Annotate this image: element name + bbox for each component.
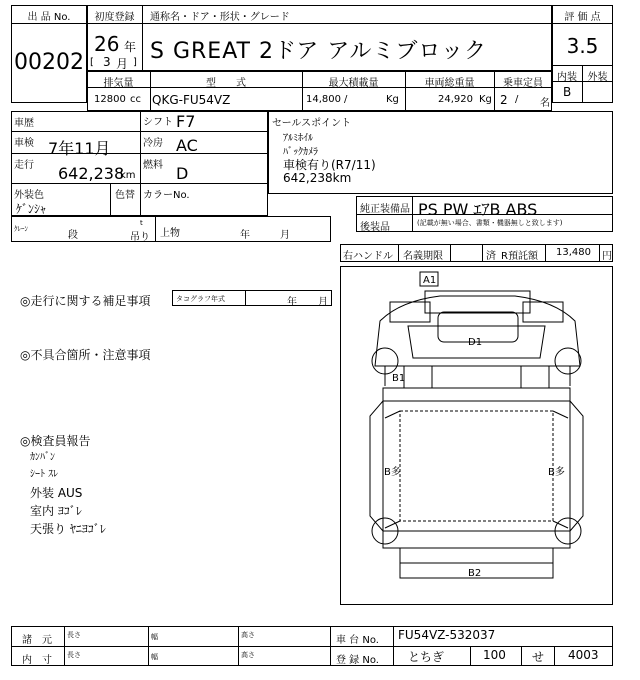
inspector-line: 外装 AUS — [30, 486, 83, 500]
mileage-unit: km — [120, 170, 136, 181]
sales-point-line: ｱﾙﾐﾎｲﾙ — [283, 133, 313, 144]
mileage-label: 走行 — [14, 160, 34, 171]
capacity-slash: / — [515, 94, 519, 105]
ac-value: AC — [176, 136, 198, 155]
inspector-line: 室内 ﾖｺﾞﾚ — [30, 504, 82, 518]
first-reg-year: 26 — [94, 32, 120, 56]
divider — [398, 244, 399, 262]
tachograph-label: タコグラフ年式 — [176, 295, 225, 303]
damage-mark: B2 — [468, 568, 482, 579]
max-load-label: 最大積載量 — [328, 78, 379, 89]
crane-stage: 段 — [68, 230, 78, 241]
upper-label: 上物 — [160, 228, 180, 239]
upper-year: 年 — [240, 230, 250, 241]
exterior-color-label: 外装色 — [14, 190, 44, 201]
model-title: S GREAT 2ドア アルミブロック — [150, 39, 487, 64]
history-label: 車歴 — [14, 118, 34, 129]
damage-mark: B1 — [392, 373, 406, 384]
defects-label: ◎不具合箇所・注意事項 — [20, 348, 151, 362]
crane-t: t — [140, 219, 143, 227]
divider — [482, 244, 483, 262]
name-label: 通称名・ドア・形状・グレード — [150, 12, 290, 23]
tachograph-year: 年 — [287, 297, 297, 308]
width-label: 幅 — [151, 633, 158, 641]
divider — [545, 244, 546, 262]
length-label: 長さ — [67, 651, 81, 659]
max-load-value: 14,800 — [306, 94, 341, 105]
capacity-label: 乗車定員 — [503, 78, 543, 89]
displacement-unit: cc — [130, 94, 141, 105]
diagram-frame — [341, 267, 613, 605]
mileage-value: 642,238 — [58, 164, 125, 183]
upper-month: 月 — [280, 230, 290, 241]
gross-weight-value: 24,920 — [438, 94, 473, 105]
score-label: 評 価 点 — [564, 12, 601, 23]
damage-mark: B多 — [384, 467, 401, 478]
divider — [142, 5, 143, 71]
tachograph-month: 月 — [318, 297, 328, 308]
divider — [393, 626, 394, 666]
color-no-label: 色替 — [115, 190, 135, 201]
divider — [599, 244, 600, 262]
damage-mark: D1 — [468, 337, 483, 348]
score-value: 3.5 — [566, 34, 599, 58]
sales-point-line: ﾊﾞｯｸｶﾒﾗ — [283, 147, 318, 158]
divider — [87, 23, 552, 24]
divider — [412, 196, 413, 232]
width-label: 幅 — [151, 653, 158, 661]
divider — [110, 183, 111, 216]
truck-damage-diagram — [340, 266, 613, 605]
divider — [11, 23, 87, 24]
displacement-value: 12800 — [94, 94, 126, 105]
max-load-unit: Kg — [386, 94, 399, 105]
divider — [11, 646, 613, 647]
divider — [140, 111, 141, 183]
reg-area: とちぎ — [408, 650, 445, 664]
interior-grade: B — [563, 85, 572, 99]
divider — [554, 646, 555, 666]
divider — [330, 626, 331, 666]
inspection-value: 7年11月 — [48, 139, 111, 158]
model-code-value: QKG-FU54VZ — [152, 93, 231, 107]
first-reg-month: 3 — [103, 55, 111, 69]
length-label: 長さ — [67, 631, 81, 639]
fuel-value: D — [176, 164, 189, 183]
retrofit-label: 後装品 — [360, 222, 390, 233]
sales-point-line: 車検有り(R7/11) — [283, 158, 376, 172]
inner-dims-label: 内 寸 — [22, 655, 52, 666]
first-reg-label: 初度登録 — [94, 12, 135, 23]
max-load-slash: / — [344, 94, 348, 105]
model-code-label: 型 式 — [206, 78, 246, 89]
name-change-label: 名義期限 — [403, 251, 443, 262]
divider — [245, 290, 246, 306]
gross-weight-unit: Kg — [479, 94, 492, 105]
retrofit-note: (記載が無い場合、書類・機器無しと致します) — [417, 219, 563, 227]
standard-equipment-value: PS PW ｴｱB ABS — [418, 200, 538, 219]
driving-notes-label: ◎走行に関する補足事項 — [20, 294, 151, 308]
interior-label: 内装 — [557, 72, 577, 83]
shift-label: シフト — [143, 117, 173, 128]
reg-kana: せ — [532, 650, 545, 664]
capacity-value: 2 — [500, 93, 508, 107]
crane-lift: 吊り — [130, 232, 150, 243]
year-unit: 年 — [124, 40, 137, 54]
crane-label: ｸﾚｰﾝ — [14, 225, 28, 233]
chassis-label: 車 台 No. — [336, 635, 379, 646]
divider — [64, 626, 65, 666]
divider — [552, 23, 613, 24]
exterior-color-value: ｹﾞﾝｼｬ — [16, 202, 47, 216]
inspector-label: ◎検査員報告 — [20, 434, 91, 448]
damage-mark: B多 — [548, 467, 565, 478]
reg-number: 4003 — [568, 648, 599, 662]
divider — [140, 183, 141, 216]
divider — [450, 244, 451, 262]
lot-no-label: 出 品 No. — [27, 12, 71, 23]
fuel-label: 燃料 — [143, 160, 163, 171]
reg-class: 100 — [483, 648, 506, 662]
inspector-line: ｼｰﾄ ｽﾚ — [30, 469, 59, 480]
sales-point-line: 642,238km — [283, 171, 352, 185]
gross-weight-label: 車両総重量 — [424, 78, 475, 89]
month-open: [ — [90, 57, 94, 68]
divider — [521, 646, 522, 666]
capacity-unit: 名 — [540, 98, 550, 109]
divider — [148, 626, 149, 666]
specs-row-label: 諸 元 — [22, 635, 52, 646]
shift-value: F7 — [176, 112, 196, 131]
reg-label: 登 録 No. — [336, 655, 379, 666]
exterior-label: 外装 — [587, 72, 608, 83]
truck-outline — [370, 291, 583, 578]
standard-equipment-label: 純正装備品 — [360, 204, 410, 215]
chassis-no: FU54VZ-532037 — [398, 628, 496, 642]
divider — [470, 646, 471, 666]
damage-mark: A1 — [423, 275, 437, 286]
height-label: 高さ — [241, 651, 255, 659]
right-hand-label: 右ハンドル — [343, 251, 393, 262]
divider — [155, 216, 156, 242]
recycle-label: R預託額 — [501, 251, 538, 262]
recycle-prefix: 済 — [486, 251, 496, 262]
inspection-label: 車検 — [14, 138, 34, 149]
sales-points-label: セールスポイント — [272, 118, 352, 129]
color-code-label: カラーNo. — [143, 190, 190, 201]
displacement-label: 排気量 — [103, 78, 134, 89]
divider — [238, 626, 239, 666]
ac-label: 冷房 — [143, 138, 163, 149]
recycle-unit: 円 — [602, 251, 612, 262]
inspector-line: 天張り ﾔﾆﾖｺﾞﾚ — [30, 522, 106, 536]
month-close: ] — [133, 57, 137, 68]
recycle-value: 13,480 — [556, 247, 591, 258]
lot-no-value: 00202 — [14, 50, 84, 75]
height-label: 高さ — [241, 631, 255, 639]
month-unit: 月 — [116, 57, 129, 71]
inspector-line: ｶﾝﾊﾞﾝ — [30, 452, 55, 463]
